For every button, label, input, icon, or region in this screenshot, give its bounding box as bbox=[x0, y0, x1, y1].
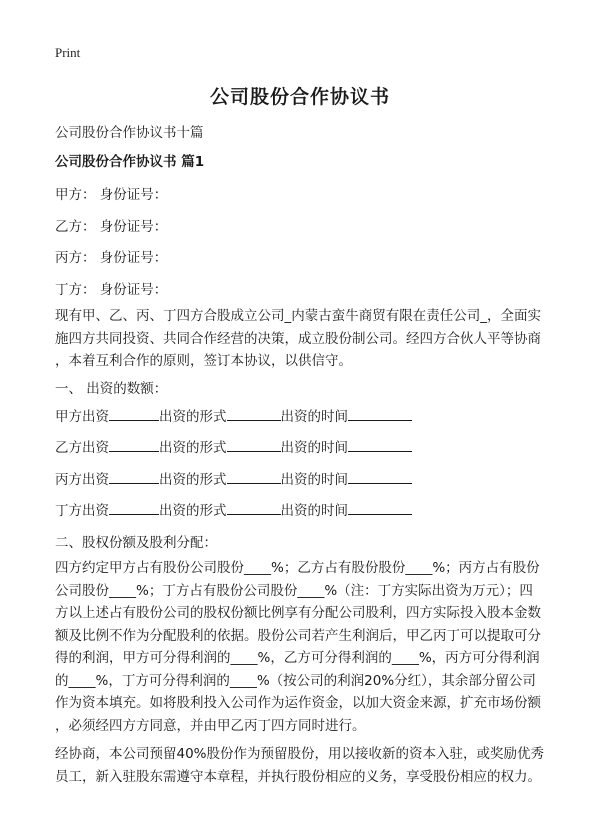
party-line-ding: 丁方： 身份证号： bbox=[55, 282, 168, 298]
print-label: Print bbox=[55, 45, 81, 60]
form-blank bbox=[227, 469, 281, 484]
share-line: ，必须经四方方同意，并由甲乙丙丁四方同时进行。 bbox=[55, 717, 366, 734]
reserve-paragraph bbox=[55, 743, 545, 788]
time-blank bbox=[348, 500, 412, 515]
form-blank bbox=[227, 437, 281, 452]
document-title: 公司股份合作协议书 bbox=[209, 86, 390, 108]
intro-paragraph bbox=[55, 305, 545, 373]
share-line: 额及比例不作为分配股利的依据。股份公司若产生利润后，甲乙丙丁可以提取可分 bbox=[55, 627, 541, 644]
contribution-time: 出资的时间 bbox=[280, 440, 348, 456]
contribution-time: 出资的时间 bbox=[280, 409, 348, 425]
time-blank bbox=[348, 469, 412, 484]
heading-contribution: 一、 出资的数额： bbox=[55, 381, 168, 397]
reserve-line: 员工，新入驻股东需遵守本章程，并执行股份相应的义务，享受股份相应的权力。 bbox=[55, 768, 541, 785]
contribution-time: 出资的时间 bbox=[280, 472, 348, 488]
time-blank bbox=[348, 437, 412, 452]
contribution-time: 出资的时间 bbox=[280, 503, 348, 519]
contribution-row-jia bbox=[55, 405, 412, 425]
share-line: 四方约定甲方占有股份公司股份____%；乙方占有股份股份____%；丙方占有股份 bbox=[55, 560, 540, 576]
contribution-party: 乙方出资 bbox=[55, 440, 109, 456]
intro-line: 施四方共同投资、共同合作经营的决策，成立股份制公司。经四方合伙人平等协商 bbox=[55, 330, 541, 347]
share-paragraph bbox=[55, 557, 545, 737]
amount-blank bbox=[109, 437, 159, 452]
document-subtitle: 公司股份合作协议书十篇 bbox=[55, 125, 204, 141]
contribution-form: 出资的形式 bbox=[159, 472, 227, 488]
amount-blank bbox=[109, 406, 159, 421]
contribution-row-bing bbox=[55, 468, 412, 488]
reserve-line: 经协商，本公司预留40%股份作为预留股份，用以接收新的资本入驻，或奖励优秀 bbox=[55, 746, 545, 762]
section-title: 公司股份合作协议书 篇1 bbox=[55, 154, 205, 170]
heading-share-dividend: 二、股权份额及股利分配： bbox=[55, 535, 217, 551]
intro-line: ，本着互利合作的原则，签订本协议，以供信守。 bbox=[55, 353, 352, 369]
intro-line: 现有甲、乙、丙、丁四方合股成立公司_内蒙古蛮牛商贸有限在责任公司_，全面实 bbox=[55, 308, 541, 324]
amount-blank bbox=[109, 500, 159, 515]
contribution-form: 出资的形式 bbox=[159, 409, 227, 425]
contribution-form: 出资的形式 bbox=[159, 503, 227, 519]
amount-blank bbox=[109, 469, 159, 484]
contribution-row-yi bbox=[55, 436, 412, 456]
share-line: 方以上述占有股份公司的股权份额比例享有分配公司股利，四方实际投入股本金数 bbox=[55, 605, 541, 621]
share-line: 的____%，丁方可分得利润的____%（按公司的利润20%分红），其余部分留公司 bbox=[55, 672, 536, 689]
party-line-yi: 乙方： 身份证号： bbox=[55, 219, 168, 235]
form-blank bbox=[227, 500, 281, 515]
contribution-party: 丁方出资 bbox=[55, 503, 109, 519]
contribution-party: 甲方出资 bbox=[55, 409, 109, 425]
form-blank bbox=[227, 406, 281, 421]
contribution-row-ding bbox=[55, 499, 412, 519]
contribution-form: 出资的形式 bbox=[159, 440, 227, 456]
contribution-party: 丙方出资 bbox=[55, 472, 109, 488]
share-line: 得的利润，甲方可分得利润的____%，乙方可分得利润的____%，丙方可分得利润 bbox=[55, 650, 540, 666]
party-line-bing: 丙方： 身份证号： bbox=[55, 250, 168, 266]
share-line: 公司股份____%；丁方占有股份公司股份____%（注：丁方实际出资为万元）；四 bbox=[55, 582, 533, 599]
party-line-jia: 甲方： 身份证号： bbox=[55, 187, 168, 203]
share-line: 作为资本填充。如将股利投入公司作为运作资金，以加大资金来源，扩充市场份额 bbox=[55, 695, 541, 711]
time-blank bbox=[348, 406, 412, 421]
